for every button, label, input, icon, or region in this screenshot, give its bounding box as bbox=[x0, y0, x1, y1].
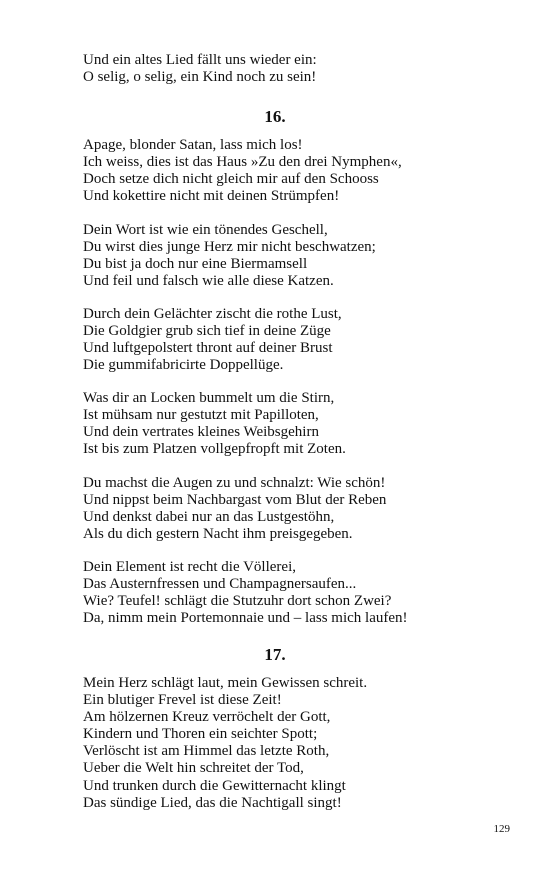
poem-16-stanza-2 bbox=[83, 222, 523, 290]
verse-line: Durch dein Gelächter zischt die rothe Lust, bbox=[83, 306, 342, 322]
intro-stanza bbox=[83, 52, 523, 86]
verse-line: Was dir an Locken bummelt um die Stirn, bbox=[83, 390, 335, 406]
poem-16-stanza-4 bbox=[83, 390, 523, 458]
verse-line: Und luftgepolstert thront auf deiner Brust bbox=[83, 340, 333, 357]
verse-line: Die gummifabricirte Doppellüge. bbox=[83, 357, 284, 374]
verse-line: Doch setze dich nicht gleich mir auf den Schooss bbox=[83, 171, 379, 188]
verse-line: Und dein vertrates kleines Weibsgehirn bbox=[83, 424, 319, 441]
poem-17-stanza bbox=[83, 675, 523, 812]
verse-line: Das sündige Lied, das die Nachtigall singt! bbox=[83, 794, 342, 811]
verse-line: Apage, blonder Satan, lass mich los! bbox=[83, 137, 303, 153]
verse-line: Als du dich gestern Nacht ihm preisgegeben. bbox=[83, 526, 353, 543]
poem-16-stanza-5 bbox=[83, 475, 523, 543]
poem-17-heading: 17. bbox=[264, 645, 286, 664]
verse-line: Du machst die Augen zu und schnalzt: Wie schön! bbox=[83, 475, 386, 491]
poem-16-stanza-1 bbox=[83, 137, 523, 205]
verse-line: Und feil und falsch wie alle diese Katzen. bbox=[83, 273, 334, 290]
verse-line: Wie? Teufel! schlägt die Stutzuhr dort schon Zwei? bbox=[83, 593, 392, 610]
verse-line: Ein blutiger Frevel ist diese Zeit! bbox=[83, 692, 282, 709]
verse-line: Du wirst dies junge Herz mir nicht beschwatzen; bbox=[83, 239, 376, 256]
verse-line: Ist bis zum Platzen vollgepfropft mit Zoten. bbox=[83, 441, 346, 458]
poem-16-stanza-6 bbox=[83, 559, 523, 627]
verse-line: Verlöscht ist am Himmel das letzte Roth, bbox=[83, 743, 330, 760]
verse-line: Dein Wort ist wie ein tönendes Geschell, bbox=[83, 222, 328, 238]
poem-16-stanza-3 bbox=[83, 306, 523, 374]
verse-line: Ich weiss, dies ist das Haus »Zu den drei Nymphen«, bbox=[83, 154, 402, 171]
verse-line: Das Austernfressen und Champagnersaufen... bbox=[83, 576, 357, 593]
poem-16-heading: 16. bbox=[264, 107, 286, 126]
verse-line: Und ein altes Lied fällt uns wieder ein: bbox=[83, 52, 317, 68]
verse-line: Kindern und Thoren ein seichter Spott; bbox=[83, 726, 318, 743]
verse-line: O selig, o selig, ein Kind noch zu sein! bbox=[83, 69, 317, 86]
verse-line: Ist mühsam nur gestutzt mit Papilloten, bbox=[83, 407, 319, 424]
page-number: 129 bbox=[493, 823, 510, 835]
verse-line: Dein Element ist recht die Völlerei, bbox=[83, 559, 296, 575]
verse-line: Und nippst beim Nachbargast vom Blut der Reben bbox=[83, 492, 387, 509]
verse-line: Und trunken durch die Gewitternacht klingt bbox=[83, 777, 346, 794]
verse-line: Du bist ja doch nur eine Biermamsell bbox=[83, 256, 308, 273]
verse-line: Und denkst dabei nur an das Lustgestöhn, bbox=[83, 509, 335, 526]
verse-line: Und kokettire nicht mit deinen Strümpfen! bbox=[83, 188, 340, 205]
verse-line: Da, nimm mein Portemonnaie und – lass mich laufen! bbox=[83, 610, 408, 627]
verse-line: Am hölzernen Kreuz verröchelt der Gott, bbox=[83, 709, 331, 726]
verse-line: Ueber die Welt hin schreitet der Tod, bbox=[83, 760, 304, 777]
verse-line: Die Goldgier grub sich tief in deine Züge bbox=[83, 323, 331, 340]
verse-line: Mein Herz schlägt laut, mein Gewissen schreit. bbox=[83, 675, 368, 691]
